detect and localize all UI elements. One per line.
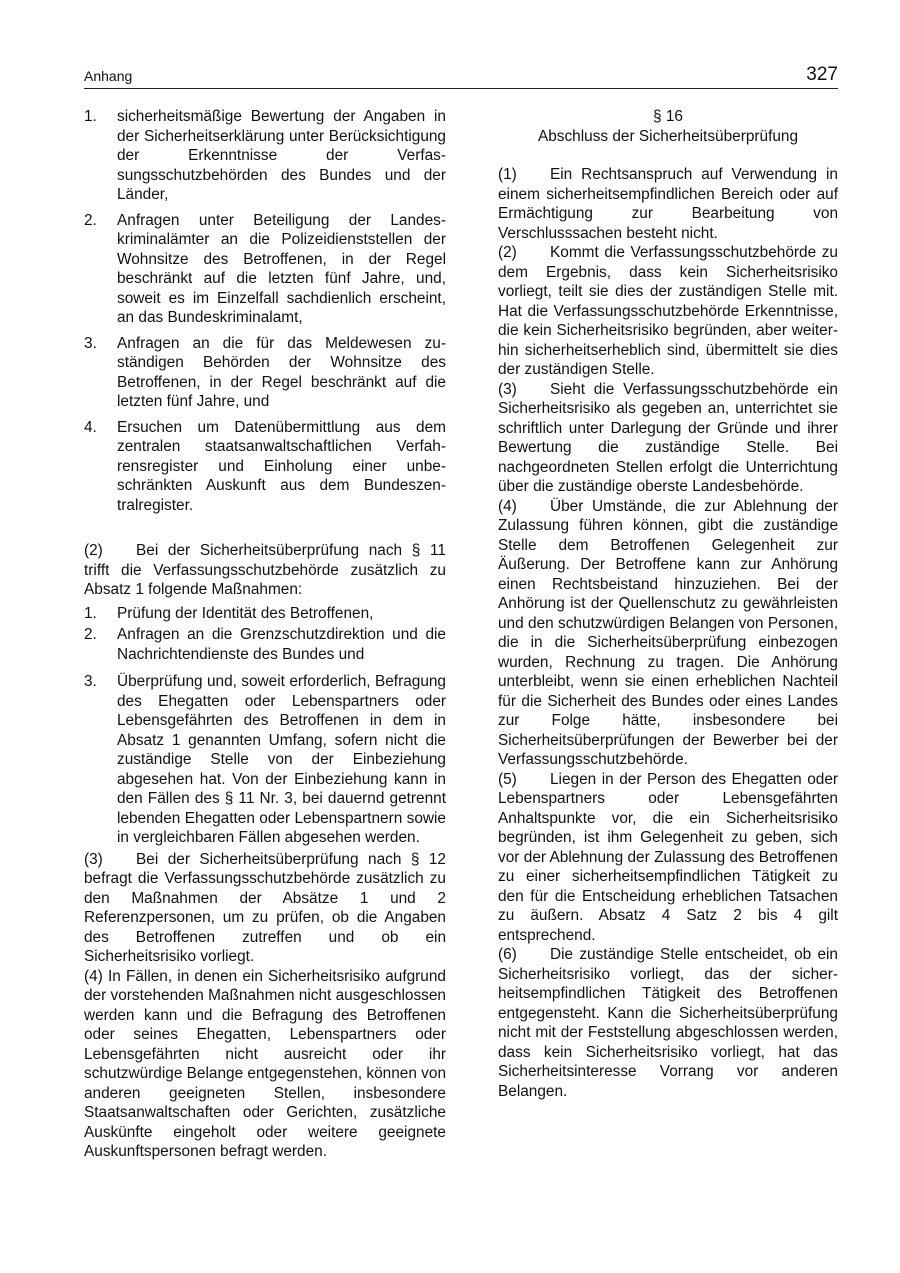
list-item xyxy=(84,334,446,412)
paragraph-number: (5) xyxy=(498,770,517,788)
list-item xyxy=(84,107,446,205)
paragraph-text: Bei der Sicherheitsüberprüfung nach § 11 trifft die Verfassungsschutzbehörde zusätzlich zu Absatz 1 folgende Maßnahmen: xyxy=(84,542,446,598)
measures-list-1 xyxy=(84,107,446,515)
list-item-text: Überprüfung und, soweit erforderlich, Befragung des Ehegatten oder Lebenspartners oder Lebensgefährten des Betroffenen in dem in Absatz 1 genannten Umfang, sofern nicht die zuständige Stelle von der Einbeziehung abgesehen hat. Von der Einbeziehung kann in den Fällen des § 11 Nr. 3, bei dauernd getrennt lebenden Ehegatten oder Lebenspartnern sowie in vergleichbaren Fällen abgesehen werden. xyxy=(117,673,446,846)
list-item-number: 1. xyxy=(84,108,97,125)
list-item-text: Anfragen an die Grenzschutzdirektion und die Nachrichtendienste des Bundes und xyxy=(117,626,446,663)
list-item-number: 4. xyxy=(84,418,97,436)
paragraph-text: Über Umstände, die zur Ablehnung der Zulassung führen können, gibt die zuständige Stelle dem Betroffenen Gelegenheit zur Äußerung. Der Betroffene kann zur Anhörung einen Rechtsbeistand hinzuziehen. Bei der Anhörung ist der Quellenschutz zu gewährleisten und den schutzwürdigen Belangen von Personen, die in die Sicherheitsüberprüfung einbezogen wurden, Rechnung zu tragen. Die Anhörung unterbleibt, wenn sie einen erheblichen Nachteil für die Sicherheit des Bundes oder eines Landes zur Folge hätte, insbesondere bei Sicherheitsüberprüfungen der Bewerber bei der Verfassungsschutzbehörde. xyxy=(498,497,838,768)
list-item xyxy=(84,211,446,328)
paragraph-number: (6) xyxy=(498,946,517,963)
paragraph xyxy=(498,945,838,1101)
measures-list-2 xyxy=(84,604,446,848)
paragraph-text: Bei der Sicherheitsüberprüfung nach § 12 befragt die Verfassungsschutzbehörde zusätzlich zu den Maßnahmen der Absätze 1 und 2 Referenzpersonen, um zu prüfen, ob die Angaben des Betroffenen zutreffen und ob ein Sicherheitsrisiko vorliegt. xyxy=(84,850,446,965)
paragraph-number: (3) xyxy=(84,850,103,868)
list-item-number: 2. xyxy=(84,211,97,229)
list-item xyxy=(84,418,446,516)
paragraph-number: (2) xyxy=(84,542,103,559)
paragraph xyxy=(498,380,838,497)
right-column xyxy=(498,107,838,1101)
page-header xyxy=(84,62,838,89)
paragraph-text: Liegen in der Person des Ehegatten oder Lebenspartners oder Lebensgefährten Anhaltspunkte vor, die ein Sicherheitsrisiko begründen, ist ihm Gelegenheit zu geben, sich vor der Ablehnung der Zulassung des Betroffenen zu einer sicherheitsempfindlichen Tätigkeit zu den für die Entscheidung erheblichen Tatsachen zu äußern. Absatz 4 Satz 2 bis 4 gilt entsprechend. xyxy=(498,770,838,944)
paragraph-text: Sieht die Verfassungsschutzbehörde ein Sicherheitsrisiko als gegeben an, unterrichtet sie schriftlich unter Darlegung der Gründe und ihrer Bewertung die zuständige Stelle. Bei nachgeordneten Stellen erfolgt die Unterrichtung über die zuständige oberste Landesbehörde. xyxy=(498,380,838,495)
paragraph-2 xyxy=(84,541,446,600)
paragraph-text: Ein Rechtsanspruch auf Verwendung in einem sicherheitsempfindlichen Bereich oder auf Ermächtigung zur Bearbeitung von Verschlusssachen besteht nicht. xyxy=(498,166,838,242)
list-item-text: Ersuchen um Datenübermittlung aus dem zentralen staatsanwaltschaftlichen Verfahrensregister und Einholung einer unbeschränkten Auskunft aus dem Bundeszentralregister. xyxy=(117,418,446,514)
paragraph-number: (1) xyxy=(498,166,517,183)
section-label: Anhang xyxy=(84,68,133,84)
paragraph xyxy=(498,243,838,380)
list-item-number: 3. xyxy=(84,334,97,352)
paragraph xyxy=(498,497,838,770)
list-item-number: 1. xyxy=(84,604,97,622)
paragraph xyxy=(498,770,838,946)
list-item xyxy=(84,604,446,624)
list-item xyxy=(84,672,446,848)
paragraph xyxy=(498,165,838,243)
left-column xyxy=(84,107,446,1162)
list-item-number: 2. xyxy=(84,626,97,643)
list-item-number: 3. xyxy=(84,673,97,690)
list-item xyxy=(84,625,446,664)
paragraph-number: (2) xyxy=(498,244,517,261)
section-number: § 16 xyxy=(653,108,683,125)
page-number: 327 xyxy=(806,64,838,85)
paragraph-3 xyxy=(84,850,446,967)
paragraph-text: Kommt die Verfassungsschutzbehörde zu dem Ergebnis, dass kein Sicherheitsrisiko vorliegt, teilt sie dies der zuständigen Stelle mit. Hat die Verfassungsschutzbehörde Erkenntnisse, die kein Sicherheitsrisiko begründen, aber weiterhin sicherheitserheblich sind, übermittelt sie dies der zuständigen Stelle. xyxy=(498,244,838,378)
paragraph-number: (4) xyxy=(498,497,517,515)
list-item-text: Anfragen an die für das Meldewesen zuständigen Behörden der Wohnsitze des Betroffenen, in der Regel beschränkt auf die letzten fünf Jahre, und xyxy=(117,334,446,410)
section-title: Abschluss der Sicherheitsüberprüfung xyxy=(537,127,799,145)
list-item-text: sicherheitsmäßige Bewertung der Angaben in der Sicherheitserklärung unter Berücksichtigung der Erkenntnisse der Verfassungsschutzbehörden des Bundes und der Länder, xyxy=(117,108,446,203)
list-item-text: Prüfung der Identität des Betroffenen, xyxy=(117,604,374,622)
paragraph-4: (4) In Fällen, in denen ein Sicherheitsrisiko aufgrund der vorstehenden Maßnahmen nicht ausgeschlossen werden kann und die Befragung des Betroffenen oder seines Ehegatten, Lebenspartners oder Lebensgefährten nicht ausreicht oder ihr schutzwürdige Belange entgegenstehen, können von anderen geeigneten Stellen, insbesondere Staatsanwaltschaften oder Gerichten, zusätzliche Auskünfte eingeholt oder weitere geeignete Auskunftspersonen befragt werden. xyxy=(84,967,446,1160)
paragraph-text: Die zuständige Stelle entscheidet, ob ein Sicherheitsrisiko vorliegt, das der sicherheitsempfindlichen Tätigkeit des Betroffenen entgegensteht. Kann die Sicherheitsüberprüfung nicht mit der Feststellung abgeschlossen werden, dass kein Sicherheitsrisiko vorliegt, hat das Sicherheitsinteresse Vorrang vor anderen Belangen. xyxy=(498,946,838,1100)
list-item-text: Anfragen unter Beteiligung der Landeskriminalämter an die Polizeidienststellen der Wohnsitze des Betroffenen, in der Regel beschränkt auf die letzten fünf Jahre, und, soweit es im Einzelfall sachdienlich erscheint, an das Bundeskriminalamt, xyxy=(117,211,446,326)
paragraph-number: (3) xyxy=(498,380,517,398)
